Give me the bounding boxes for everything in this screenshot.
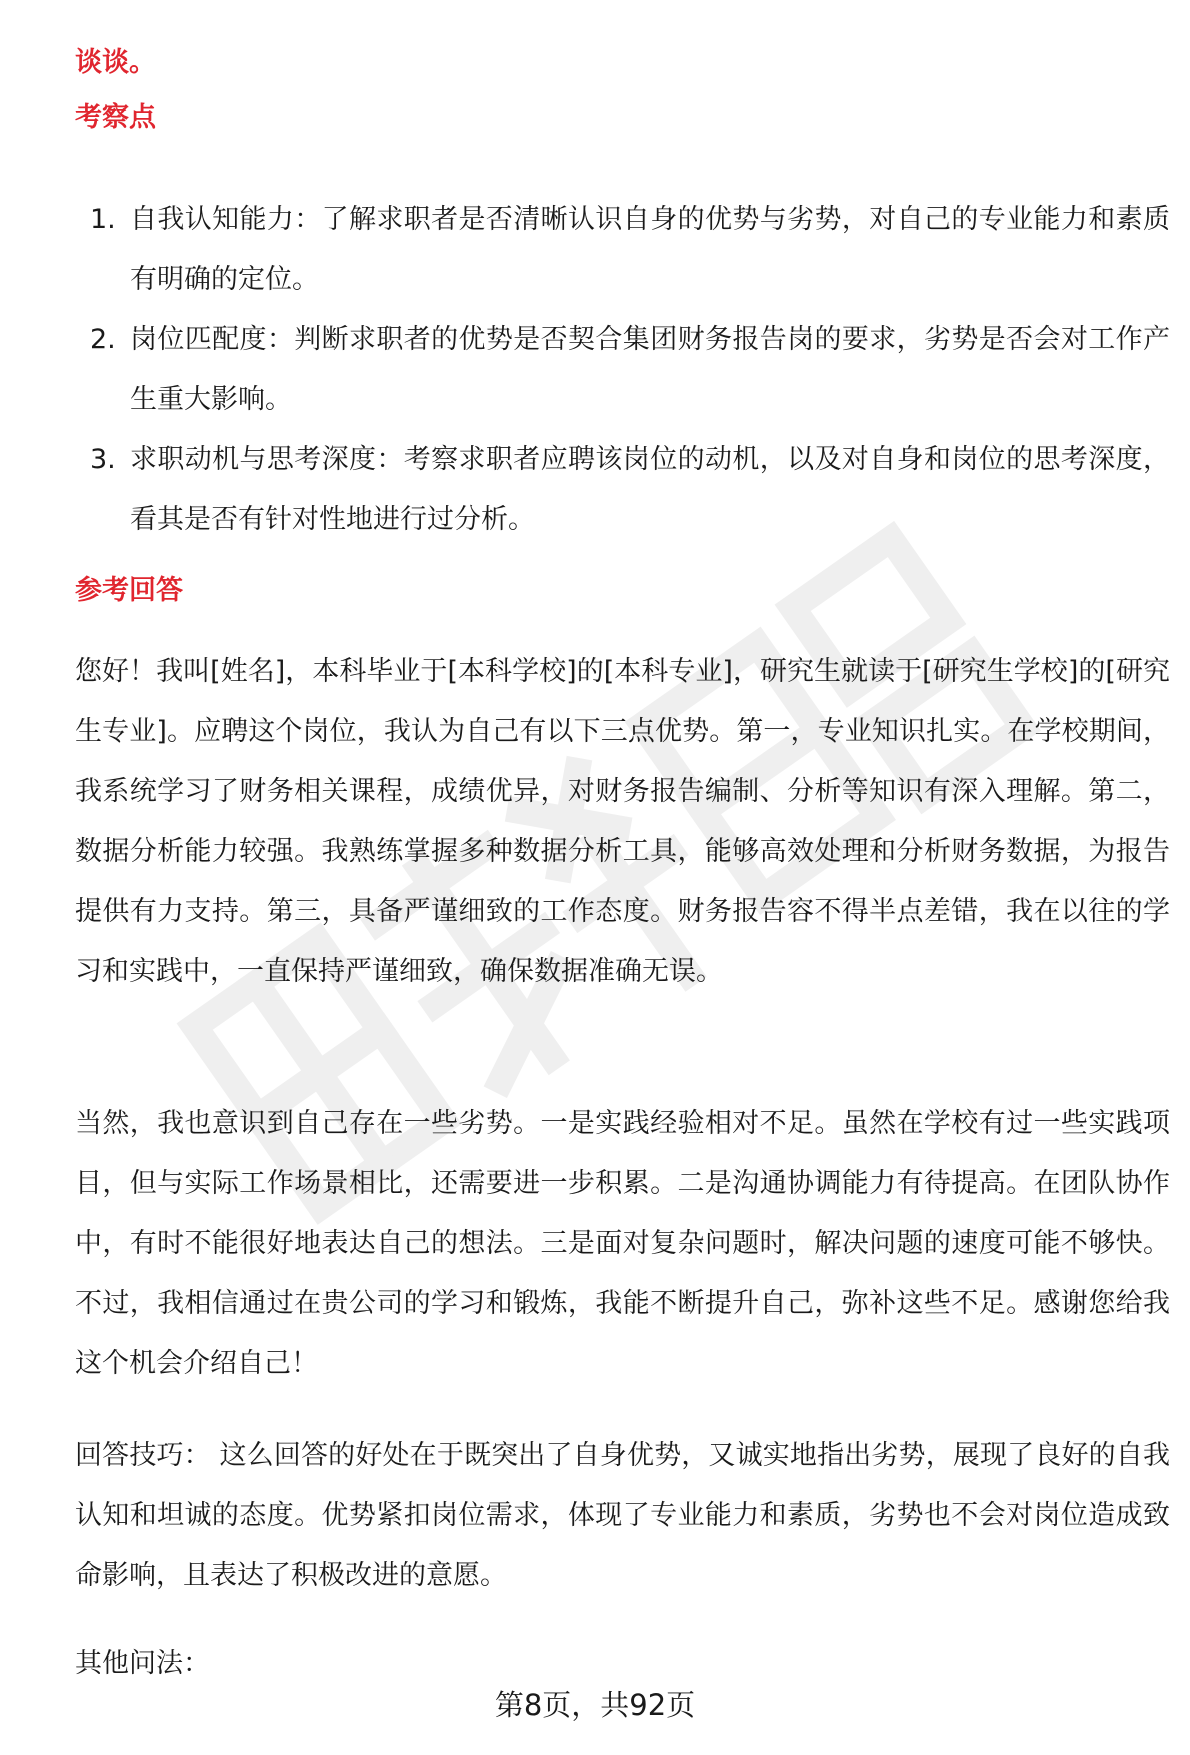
- answer-paragraph: 您好！我叫[姓名]，本科毕业于[本科学校]的[本科专业]，研究生就读于[研究生学校]的[研究生专业]。应聘这个岗位，我认为自己有以下三点优势。第一，专业知识扎实。在学校期间，我系统学习了财务相关课程，成绩优异，对财务报告编制、分析等知识有深入理解。第二，数据分析能力较强。我熟练掌握多种数据分析工具，能够高效处理和分析财务数据，为报告提供有力支持。第三，具备严谨细致的工作态度。财务报告容不得半点差错，我在以往的学习和实践中，一直保持严谨细致，确保数据准确无误。: [75, 656, 1170, 987]
- answer-paragraph: 当然，我也意识到自己存在一些劣势。一是实践经验相对不足。虽然在学校有过一些实践项目，但与实际工作场景相比，还需要进一步积累。二是沟通协调能力有待提高。在团队协作中，有时不能很好地表达自己的想法。三是面对复杂问题时，解决问题的速度可能不够快。不过，我相信通过在贵公司的学习和锻炼，我能不断提升自己，弥补这些不足。感谢您给我这个机会介绍自己！: [75, 1108, 1170, 1379]
- list-text: 自我认知能力：了解求职者是否清晰认识自身的优势与劣势，对自己的专业能力和素质有明确的定位。: [130, 204, 1170, 295]
- list-text: 求职动机与思考深度：考察求职者应聘该岗位的动机，以及对自身和岗位的思考深度，看其是否有针对性地进行过分析。: [130, 444, 1170, 535]
- list-item: [75, 190, 1170, 310]
- list-text: 岗位匹配度：判断求职者的优势是否契合集团财务报告岗的要求，劣势是否会对工作产生重大影响。: [130, 324, 1170, 415]
- list-number: 2.: [90, 324, 116, 355]
- list-item: [75, 430, 1170, 550]
- tips-paragraph: 回答技巧： 这么回答的好处在于既突出了自身优势，又诚实地指出劣势，展现了良好的自我认知和坦诚的态度。优势紧扣岗位需求，体现了专业能力和素质，劣势也不会对岗位造成致命影响，且表达了积极改进的意愿。: [75, 1440, 1170, 1591]
- list-number: 3.: [90, 444, 116, 475]
- intro-heading: 谈谈。: [75, 47, 156, 78]
- focus-heading: 考察点: [75, 102, 156, 133]
- answer-heading: 参考回答: [75, 575, 183, 606]
- list-item: [75, 310, 1170, 430]
- list-number: 1.: [90, 204, 116, 235]
- focus-list: [75, 190, 1170, 550]
- other-questions-label: 其他问法：: [75, 1648, 210, 1679]
- page-number: 第8页，共92页: [494, 1688, 696, 1722]
